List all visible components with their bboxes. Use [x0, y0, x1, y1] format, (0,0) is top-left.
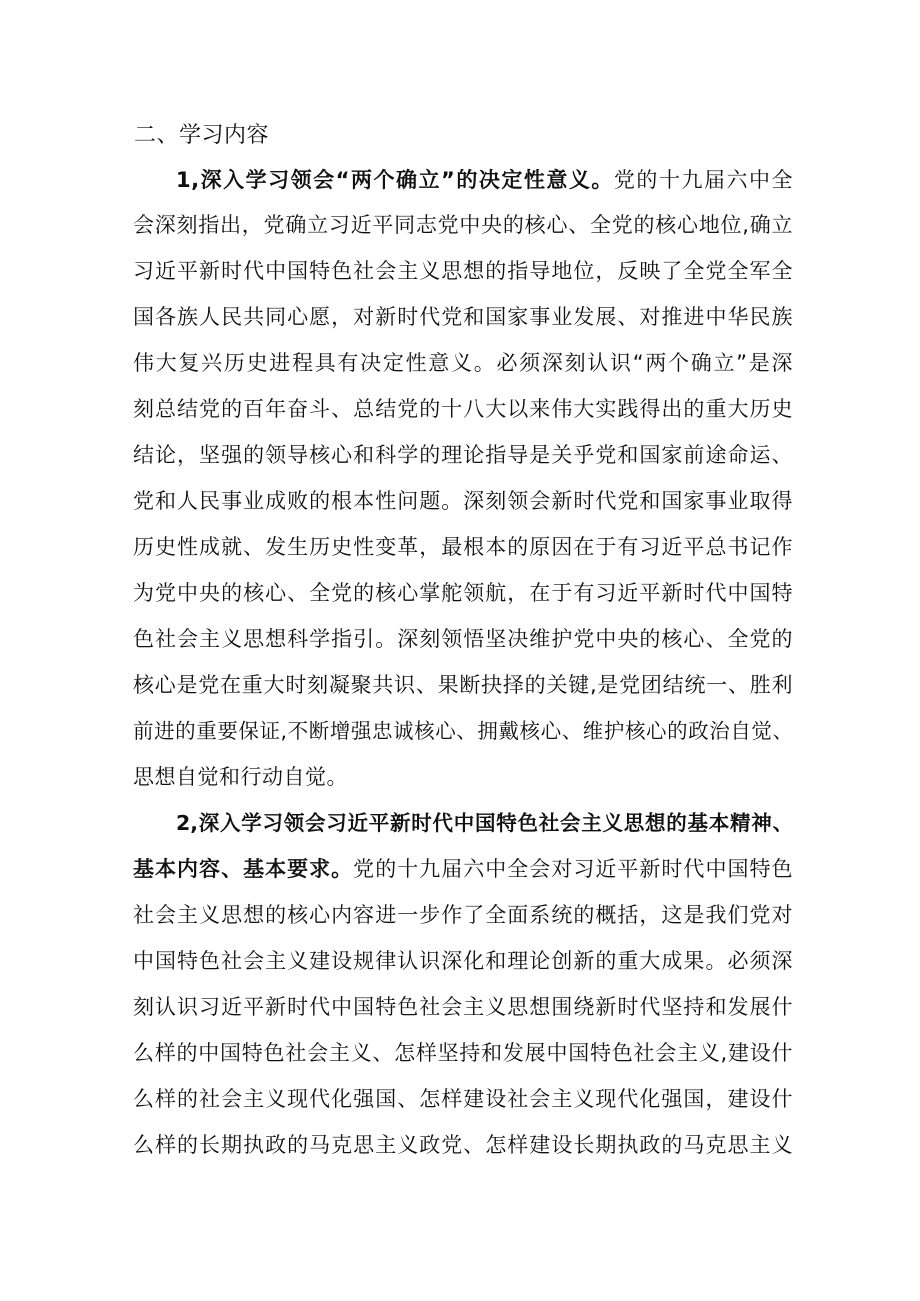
item1-line-6: 刻总结党的百年奋斗、总结党的十八大以来伟大实践得出的重大历史: [133, 397, 793, 421]
item2-line-8: 么样的长期执政的马克思主义政党、怎样建设长期执政的马克思主义: [133, 1133, 793, 1157]
item2-title-end: 基本内容、基本要求。: [133, 857, 354, 881]
item2-line-2: [133, 849, 793, 889]
item1-line-14: 思想自觉和行动自觉。: [133, 765, 348, 789]
item2-line-2-text: 党的十九届六中全会对习近平新时代中国特色: [353, 857, 793, 881]
item1-line-1-text: 党的十九届六中全: [613, 168, 793, 192]
item1-line-1: [176, 160, 793, 200]
item2-line-6: 么样的中国特色社会主义、怎样坚持和发展中国特色社会主义,建设什: [133, 1041, 793, 1065]
item1-line-8: 党和人民事业成败的根本性问题。深刻领会新时代党和国家事业取得: [133, 489, 793, 513]
item1-line-9: 历史性成就、发生历史性变革，最根本的原因在于有习近平总书记作: [133, 535, 793, 559]
item1-line-3: 习近平新时代中国特色社会主义思想的指导地位，反映了全党全军全: [133, 259, 793, 283]
item1-line-2: 会深刻指出，党确立习近平同志党中央的核心、全党的核心地位,确立: [133, 213, 793, 237]
item2-line-7: 么样的社会主义现代化强国、怎样建设社会主义现代化强国，建设什: [133, 1087, 793, 1111]
item1-line-11: 色社会主义思想科学指引。深刻领悟坚决维护党中央的核心、全党的: [133, 627, 793, 651]
item1-line-13: 前进的重要保证,不断增强忠诚核心、拥戴核心、维护核心的政治自觉、: [133, 719, 793, 743]
item1-title: 1,深入学习领会“两个确立”的决定性意义。: [176, 168, 614, 192]
item2-line-5: 刻认识习近平新时代中国特色社会主义思想围绕新时代坚持和发展什: [133, 995, 793, 1019]
section-heading: 二、学习内容: [134, 123, 270, 148]
item2-line-3: 社会主义思想的核心内容进一步作了全面系统的概括，这是我们党对: [133, 903, 793, 927]
item1-line-10: 为党中央的核心、全党的核心掌舵领航，在于有习近平新时代中国特: [133, 581, 793, 605]
item1-line-12: 核心是党在重大时刻凝聚共识、果断抉择的关键,是党团结统一、胜利: [133, 673, 793, 697]
item2-line-4: 中国特色社会主义建设规律认识深化和理论创新的重大成果。必须深: [133, 949, 793, 973]
item2-title-line-1: 2,深入学习领会习近平新时代中国特色社会主义思想的基本精神、: [176, 811, 793, 835]
item1-line-5: 伟大复兴历史进程具有决定性意义。必须深刻认识“两个确立”是深: [133, 351, 793, 375]
item1-line-4: 国各族人民共同心愿，对新时代党和国家事业发展、对推进中华民族: [133, 305, 793, 329]
item1-line-7: 结论，坚强的领导核心和科学的理论指导是关乎党和国家前途命运、: [133, 443, 793, 467]
